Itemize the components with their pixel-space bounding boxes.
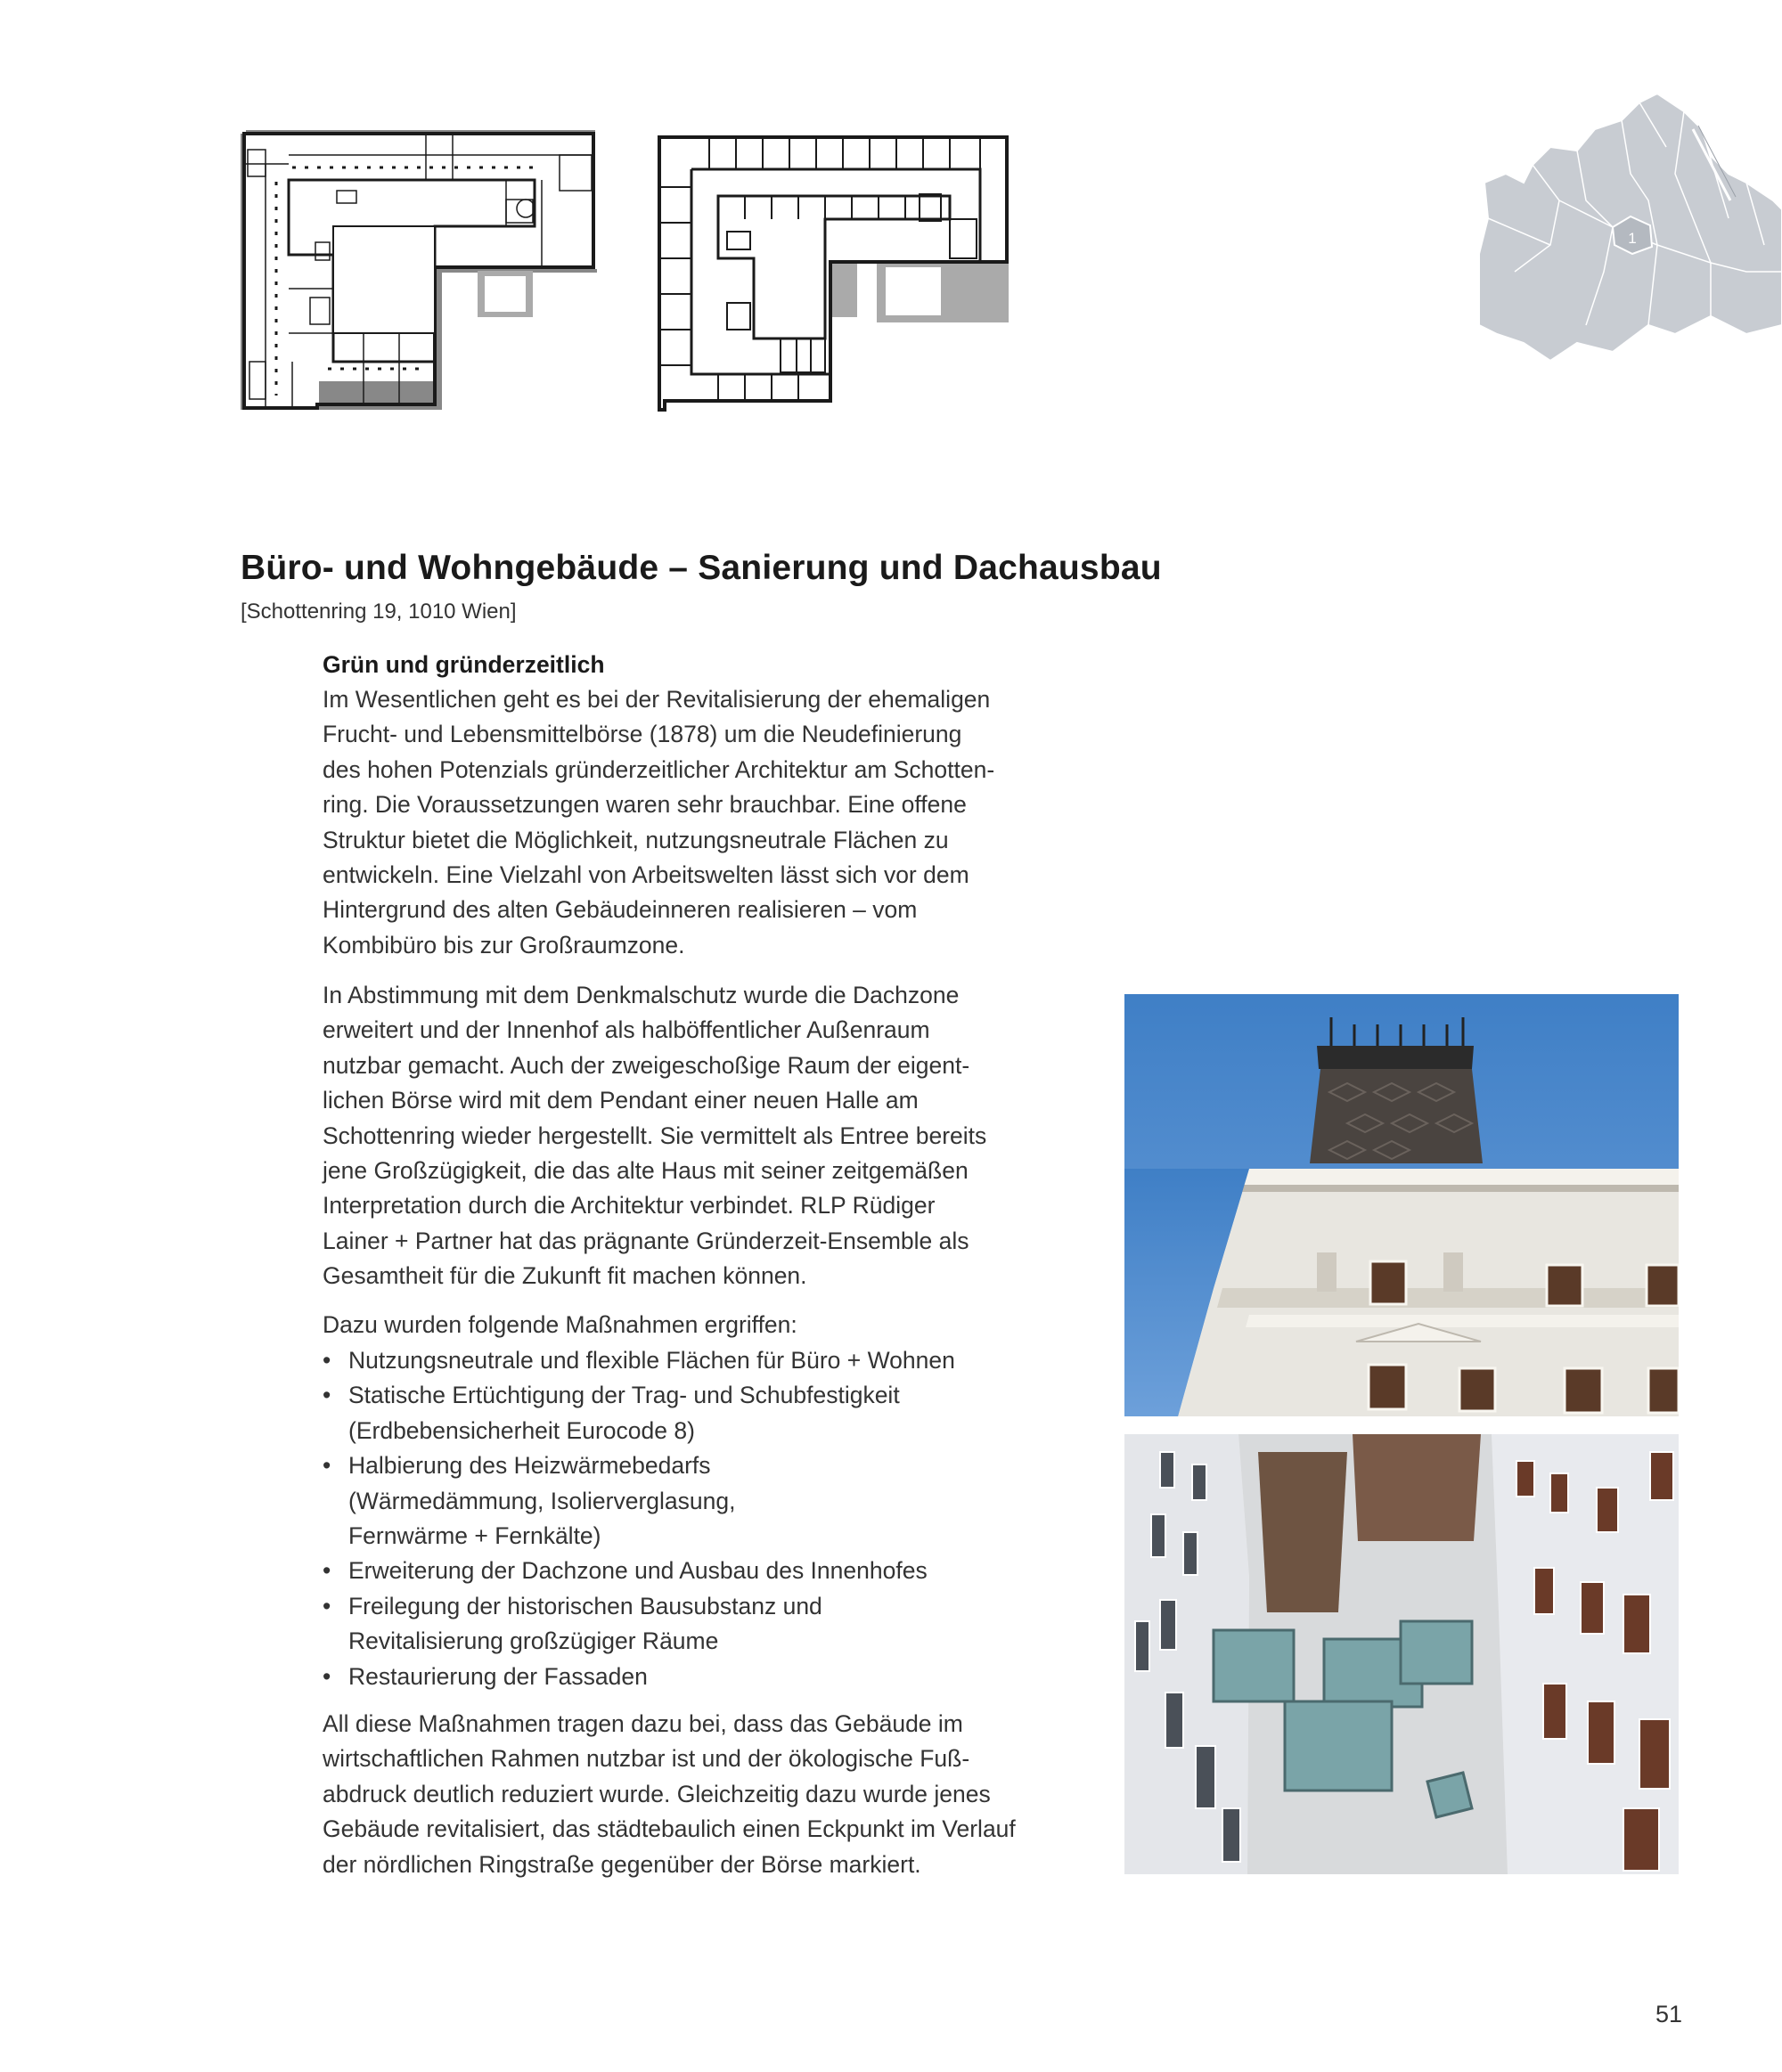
vienna-district-map: [1479, 94, 1782, 361]
page-number: 51: [1655, 2001, 1683, 2027]
text-line: Gebäude revitalisiert, das städtebaulich einen Eckpunkt im Verlauf: [323, 1815, 1016, 1843]
text-line: Dazu wurden folgende Maßnahmen ergriffen:: [323, 1311, 797, 1338]
text-line: Hintergrund des alten Gebäudeinneren realisieren – vom: [323, 896, 918, 924]
text-line: des hohen Potenzials gründerzeitlicher Architektur am Schotten-: [323, 755, 995, 783]
list-item: [323, 1448, 1035, 1554]
list-item: [323, 1554, 1035, 1588]
text-line: Freilegung der historischen Bausubstanz und: [348, 1592, 822, 1619]
text-line: (Erdbebensicherheit Eurocode 8): [348, 1416, 695, 1444]
list-item: [323, 1343, 1035, 1378]
paragraph-denkmalschutz: [323, 978, 1035, 1294]
photo-facade-tower: [1124, 994, 1679, 1416]
measures-list: [323, 1343, 1035, 1694]
text-line: Fernwärme + Fernkälte): [348, 1522, 601, 1550]
paragraph-intro: [323, 682, 1035, 963]
text-line: Erweiterung der Dachzone und Ausbau des Innenhofes: [348, 1557, 928, 1585]
bullet-icon: •: [323, 1592, 331, 1619]
text-line: Struktur bietet die Möglichkeit, nutzungsneutrale Flächen zu: [323, 826, 949, 853]
address: [Schottenring 19, 1010 Wien]: [241, 600, 517, 624]
text-line: erweitert und der Innenhof als halböffentlicher Außenraum: [323, 1016, 930, 1044]
page-title: Büro- und Wohngebäude – Sanierung und Dachausbau: [241, 549, 1162, 587]
list-item: [323, 1589, 1035, 1660]
text-line: Gesamtheit für die Zukunft fit machen können.: [323, 1262, 807, 1290]
list-item: [323, 1378, 1035, 1448]
floor-plan-top-level: [239, 128, 597, 412]
text-line: Schottenring wieder hergestellt. Sie vermittelt als Entree bereits: [323, 1122, 987, 1149]
text-line: All diese Maßnahmen tragen dazu bei, dass das Gebäude im: [323, 1710, 963, 1737]
text-line: abdruck deutlich reduziert wurde. Gleichzeitig dazu wurde jenes: [323, 1780, 991, 1807]
text-line: Im Wesentlichen geht es bei der Revitalisierung der ehemaligen: [323, 686, 991, 713]
text-line: nutzbar gemacht. Auch der zweigeschoßige Raum der eigent-: [323, 1051, 970, 1079]
photo-courtyard: [1124, 1434, 1679, 1874]
text-line: (Wärmedämmung, Isolierverglasung,: [348, 1487, 736, 1514]
text-line: wirtschaftlichen Rahmen nutzbar ist und der ökologische Fuß-: [323, 1745, 970, 1773]
district-number-label: 1: [1628, 230, 1637, 247]
text-line: Statische Ertüchtigung der Trag- und Schubfestigkeit: [348, 1382, 900, 1409]
bullet-icon: •: [323, 1452, 331, 1480]
text-line: Lainer + Partner hat das prägnante Gründerzeit-Ensemble als: [323, 1227, 969, 1254]
text-line: Halbierung des Heizwärmebedarfs: [348, 1452, 711, 1480]
text-line: Interpretation durch die Architektur verbindet. RLP Rüdiger: [323, 1192, 936, 1220]
text-line: entwickeln. Eine Vielzahl von Arbeitswelten lässt sich vor dem: [323, 861, 969, 889]
bullet-icon: •: [323, 1557, 331, 1585]
text-line: Revitalisierung großzügiger Räume: [348, 1627, 719, 1655]
text-line: Restaurierung der Fassaden: [348, 1662, 648, 1690]
text-line: Kombibüro bis zur Großraumzone.: [323, 931, 685, 959]
text-line: der nördlichen Ringstraße gegenüber der Börse markiert.: [323, 1850, 921, 1878]
text-line: In Abstimmung mit dem Denkmalschutz wurde die Dachzone: [323, 982, 960, 1008]
subheading: Grün und gründerzeitlich: [323, 651, 605, 678]
text-line: Frucht- und Lebensmittelbörse (1878) um die Neudefinierung: [323, 721, 962, 748]
text-line: jene Großzügigkeit, die das alte Haus mit seiner zeitgemäßen: [323, 1157, 969, 1185]
text-line: lichen Börse wird mit dem Pendant einer neuen Halle am: [323, 1087, 919, 1114]
text-line: Nutzungsneutrale und flexible Flächen für Büro + Wohnen: [348, 1347, 955, 1374]
floor-plan-dachgeschoss: [656, 134, 1010, 413]
bullet-icon: •: [323, 1662, 331, 1690]
paragraph-conclusion: [323, 1707, 1035, 1882]
text-line: ring. Die Voraussetzungen waren sehr brauchbar. Eine offene: [323, 791, 967, 819]
bullet-icon: •: [323, 1347, 331, 1374]
paragraph-measures-intro: [323, 1308, 1035, 1342]
list-item: [323, 1660, 1035, 1694]
bullet-icon: •: [323, 1382, 331, 1409]
